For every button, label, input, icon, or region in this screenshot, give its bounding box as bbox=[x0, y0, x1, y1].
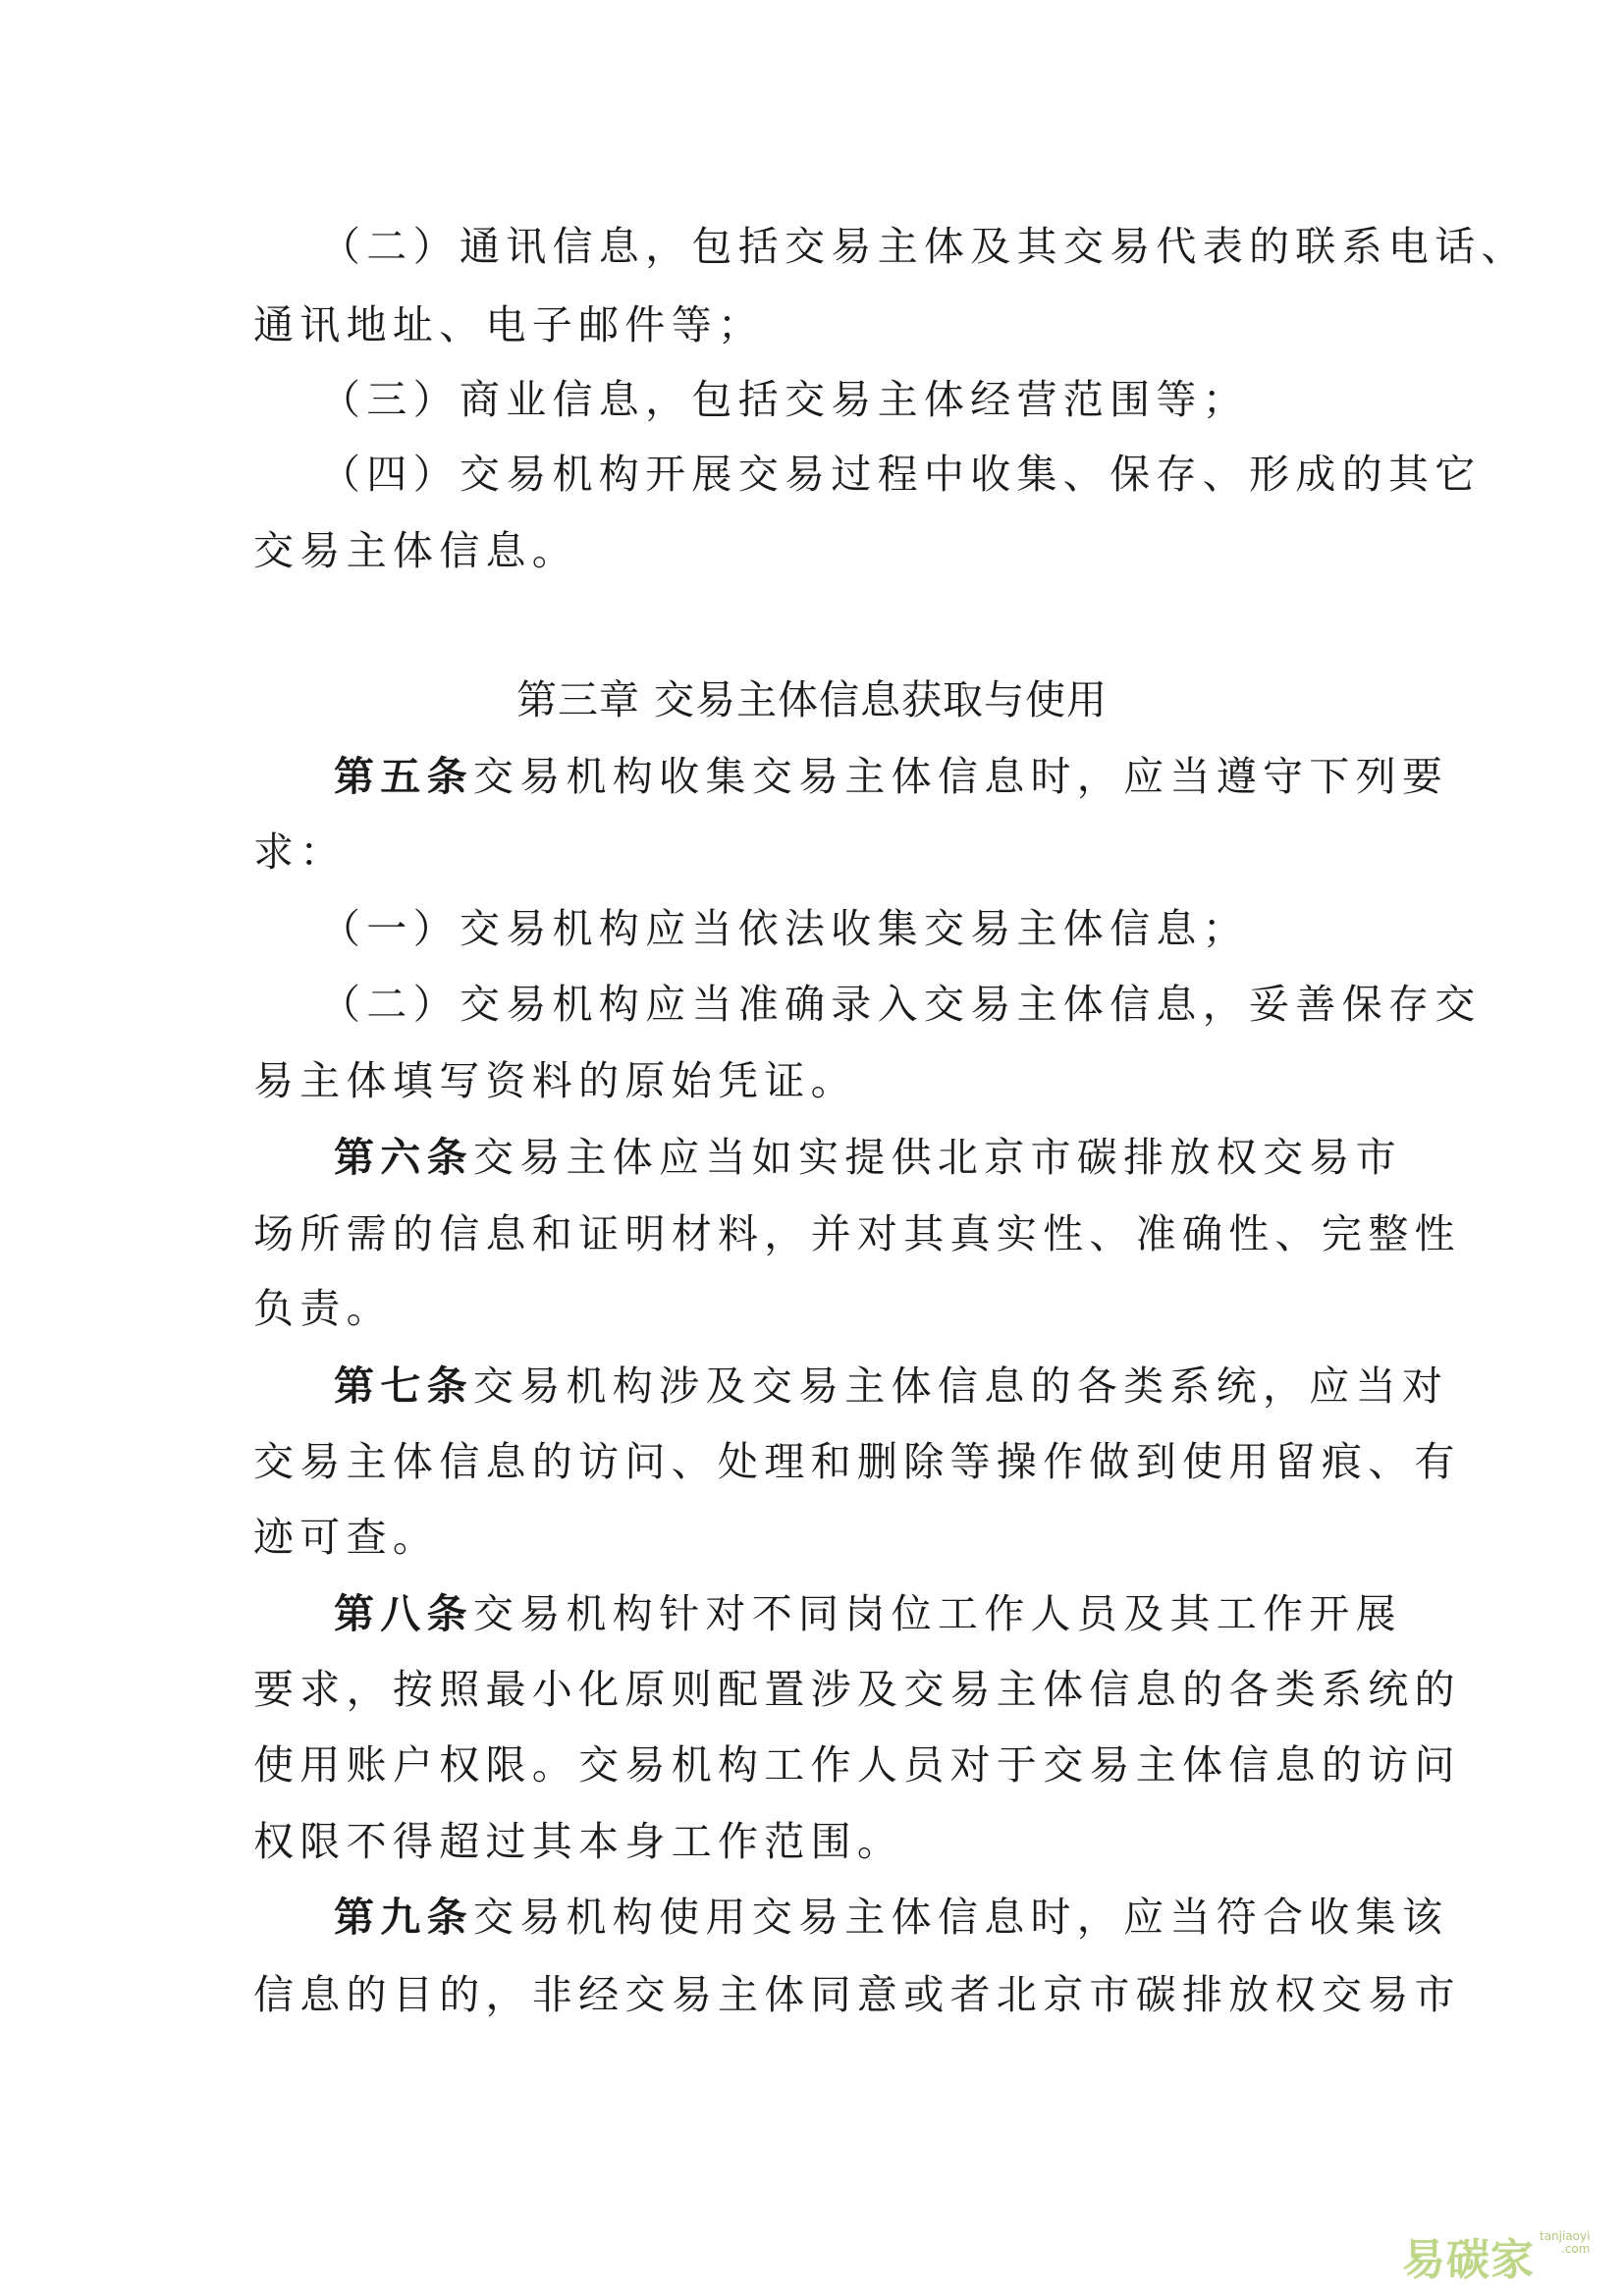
article-9-line-1 bbox=[334, 1894, 1473, 1941]
watermark-domain bbox=[1540, 2230, 1590, 2256]
watermark-text: 易碳家 bbox=[1402, 2235, 1535, 2285]
paragraph-line: 通讯地址、电子邮件等； bbox=[253, 301, 765, 348]
article-5-label: 第五条 bbox=[334, 753, 473, 800]
paragraph-line: 交易主体信息的访问、处理和删除等操作做到使用留痕、有 bbox=[253, 1438, 1461, 1485]
paragraph-line: （四）交易机构开展交易过程中收集、保存、形成的其它 bbox=[320, 451, 1482, 498]
paragraph-line: 权限不得超过其本身工作范围。 bbox=[253, 1818, 904, 1865]
article-5-line-1 bbox=[334, 753, 1473, 800]
paragraph-line: 场所需的信息和证明材料，并对其真实性、准确性、完整性 bbox=[253, 1210, 1461, 1257]
paragraph-line: 易主体填写资料的原始凭证。 bbox=[253, 1057, 857, 1104]
article-6-text: 交易主体应当如实提供北京市碳排放权交易市 bbox=[472, 1134, 1402, 1181]
article-8-label: 第八条 bbox=[334, 1590, 473, 1637]
article-8-text: 交易机构针对不同岗位工作人员及其工作开展 bbox=[472, 1590, 1402, 1637]
watermark-domain-line-1: tanjiaoyi bbox=[1540, 2229, 1591, 2243]
article-9-label: 第九条 bbox=[334, 1894, 473, 1941]
article-7-text: 交易机构涉及交易主体信息的各类系统，应当对 bbox=[472, 1362, 1449, 1410]
paragraph-line: 求： bbox=[253, 828, 347, 876]
paragraph-line: 迹可查。 bbox=[253, 1514, 440, 1561]
paragraph-line: （二）交易机构应当准确录入交易主体信息，妥善保存交 bbox=[320, 981, 1482, 1028]
article-5-text: 交易机构收集交易主体信息时，应当遵守下列要 bbox=[472, 753, 1449, 800]
paragraph-line: 负责。 bbox=[253, 1285, 393, 1332]
paragraph-line: 信息的目的，非经交易主体同意或者北京市碳排放权交易市 bbox=[253, 1971, 1461, 2018]
article-6-line-1 bbox=[334, 1134, 1473, 1181]
article-6-label: 第六条 bbox=[334, 1134, 473, 1181]
chapter-title: 第三章 交易主体信息获取与使用 bbox=[515, 676, 1109, 723]
paragraph-line: 交易主体信息。 bbox=[253, 527, 579, 574]
article-9-text: 交易机构使用交易主体信息时，应当符合收集该 bbox=[472, 1894, 1449, 1941]
article-7-line-1 bbox=[334, 1362, 1473, 1410]
paragraph-line: （二）通讯信息，包括交易主体及其交易代表的联系电话、 bbox=[320, 223, 1528, 270]
paragraph-line: （三）商业信息，包括交易主体经营范围等； bbox=[320, 376, 1249, 423]
article-7-label: 第七条 bbox=[334, 1362, 473, 1410]
watermark-logo bbox=[1402, 2220, 1608, 2285]
watermark-domain-line-2: .com bbox=[1561, 2242, 1591, 2257]
paragraph-line: 使用账户权限。交易机构工作人员对于交易主体信息的访问 bbox=[253, 1741, 1461, 1789]
paragraph-line: 要求，按照最小化原则配置涉及交易主体信息的各类系统的 bbox=[253, 1666, 1461, 1713]
paragraph-line: （一）交易机构应当依法收集交易主体信息； bbox=[320, 905, 1249, 952]
article-8-line-1 bbox=[334, 1590, 1473, 1637]
